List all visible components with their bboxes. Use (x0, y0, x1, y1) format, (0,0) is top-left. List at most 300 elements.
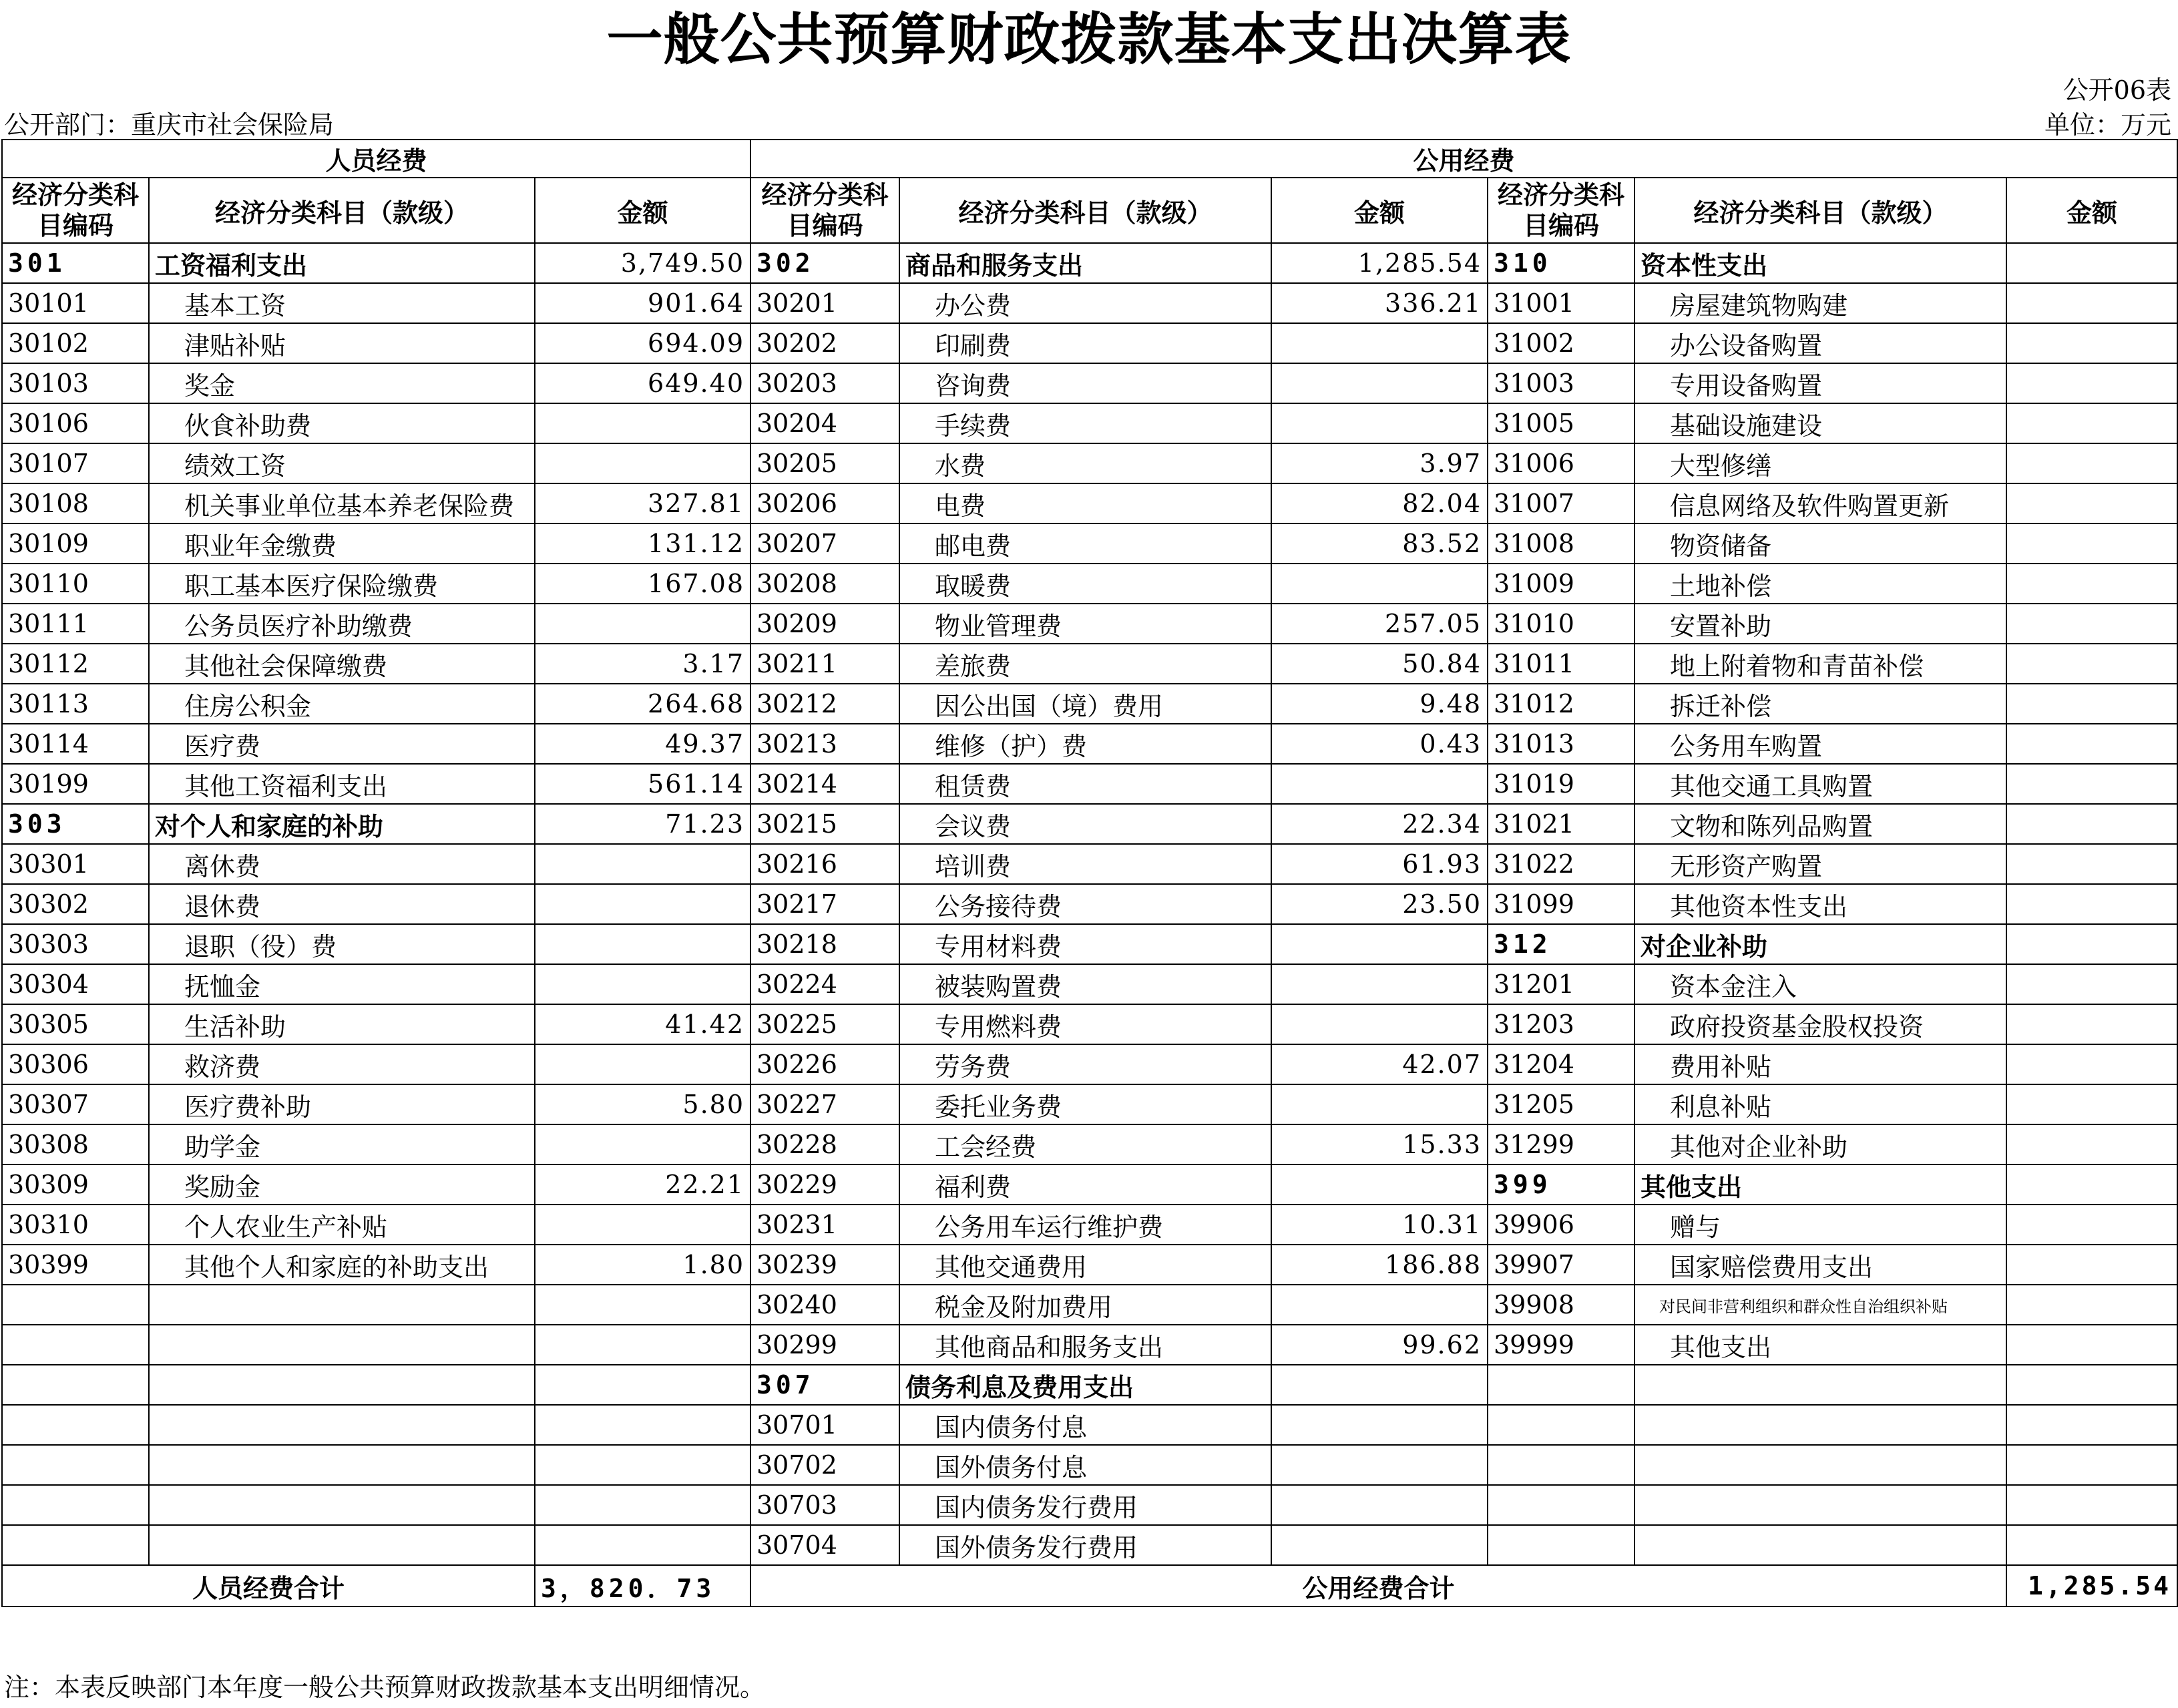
table-row (2, 1485, 2177, 1525)
amount-cell (2006, 724, 2177, 764)
name-cell: 医疗费 (149, 724, 535, 764)
column-header-amount: 金额 (2006, 178, 2177, 243)
code-cell: 30227 (750, 1084, 899, 1124)
code-cell: 31013 (1488, 724, 1635, 764)
amount-cell: 186.88 (1271, 1245, 1488, 1285)
table-row (2, 764, 2177, 804)
code-cell: 30209 (750, 604, 899, 644)
code-cell (1488, 1445, 1635, 1485)
name-cell: 手续费 (899, 403, 1271, 443)
name-cell: 专用燃料费 (899, 1004, 1271, 1044)
code-cell: 31204 (1488, 1044, 1635, 1084)
code-cell: 30101 (2, 283, 149, 323)
name-cell: 文物和陈列品购置 (1635, 804, 2006, 844)
code-cell: 30301 (2, 844, 149, 884)
code-cell: 30299 (750, 1325, 899, 1365)
amount-cell (1271, 403, 1488, 443)
name-cell (149, 1485, 535, 1525)
code-cell: 39999 (1488, 1325, 1635, 1365)
name-cell: 办公设备购置 (1635, 323, 2006, 363)
table-row (2, 1124, 2177, 1164)
name-cell: 公务员医疗补助缴费 (149, 604, 535, 644)
name-cell: 职工基本医疗保险缴费 (149, 564, 535, 604)
code-cell: 30303 (2, 924, 149, 964)
code-cell: 30213 (750, 724, 899, 764)
name-cell: 基础设施建设 (1635, 403, 2006, 443)
name-cell: 伙食补助费 (149, 403, 535, 443)
personnel-total-value: 3，820．73 (535, 1565, 750, 1607)
name-cell: 国外债务付息 (899, 1445, 1271, 1485)
amount-cell: 22.21 (535, 1164, 750, 1205)
code-cell: 30208 (750, 564, 899, 604)
name-cell (149, 1445, 535, 1485)
table-row (2, 564, 2177, 604)
amount-cell (2006, 1445, 2177, 1485)
name-cell: 离休费 (149, 844, 535, 884)
name-cell: 其他支出 (1635, 1325, 2006, 1365)
name-cell: 税金及附加费用 (899, 1285, 1271, 1325)
table-row (2, 243, 2177, 283)
code-cell: 301 (2, 243, 149, 283)
table-row (2, 1445, 2177, 1485)
amount-cell (2006, 523, 2177, 564)
code-cell: 30112 (2, 644, 149, 684)
name-cell: 其他社会保障缴费 (149, 644, 535, 684)
name-cell: 津贴补贴 (149, 323, 535, 363)
name-cell: 对民间非营利组织和群众性自治组织补贴 (1635, 1285, 2006, 1325)
footnote: 注：本表反映部门本年度一般公共预算财政拨款基本支出明细情况。 (4, 1673, 766, 1702)
code-cell: 310 (1488, 243, 1635, 283)
name-cell: 物业管理费 (899, 604, 1271, 644)
code-cell: 31022 (1488, 844, 1635, 884)
name-cell: 无形资产购置 (1635, 844, 2006, 884)
public-total-value: 1,285.54 (2006, 1565, 2177, 1607)
amount-cell (2006, 1325, 2177, 1365)
table-row (2, 443, 2177, 483)
name-cell: 国家赔偿费用支出 (1635, 1245, 2006, 1285)
table-row (2, 283, 2177, 323)
name-cell (1635, 1525, 2006, 1565)
amount-cell (2006, 363, 2177, 403)
code-cell: 31019 (1488, 764, 1635, 804)
amount-cell: 41.42 (535, 1004, 750, 1044)
table-row (2, 323, 2177, 363)
name-cell: 公务用车运行维护费 (899, 1205, 1271, 1245)
amount-cell: 15.33 (1271, 1124, 1488, 1164)
code-cell: 307 (750, 1365, 899, 1405)
code-cell: 30702 (750, 1445, 899, 1485)
amount-cell (535, 1124, 750, 1164)
name-cell: 国外债务发行费用 (899, 1525, 1271, 1565)
code-cell: 31007 (1488, 483, 1635, 523)
name-cell: 土地补偿 (1635, 564, 2006, 604)
name-cell: 住房公积金 (149, 684, 535, 724)
amount-cell (1271, 564, 1488, 604)
personnel-total-label: 人员经费合计 (2, 1565, 535, 1607)
personnel-group-header: 人员经费 (2, 140, 750, 178)
table-row (2, 1044, 2177, 1084)
code-cell: 30239 (750, 1245, 899, 1285)
code-cell: 30704 (750, 1525, 899, 1565)
name-cell: 取暖费 (899, 564, 1271, 604)
code-cell: 30310 (2, 1205, 149, 1245)
code-cell: 31002 (1488, 323, 1635, 363)
table-row (2, 1325, 2177, 1365)
amount-cell (2006, 1285, 2177, 1325)
amount-cell: 1,285.54 (1271, 243, 1488, 283)
name-cell (1635, 1405, 2006, 1445)
amount-cell (2006, 283, 2177, 323)
amount-cell: 71.23 (535, 804, 750, 844)
amount-cell (2006, 1405, 2177, 1445)
amount-cell (2006, 403, 2177, 443)
name-cell (1635, 1365, 2006, 1405)
amount-cell (1271, 1445, 1488, 1485)
amount-cell (535, 964, 750, 1004)
name-cell: 工会经费 (899, 1124, 1271, 1164)
column-header-code: 经济分类科目编码 (750, 178, 899, 243)
name-cell: 福利费 (899, 1164, 1271, 1205)
amount-cell (2006, 1084, 2177, 1124)
amount-cell (535, 604, 750, 644)
name-cell: 医疗费补助 (149, 1084, 535, 1124)
amount-cell (2006, 684, 2177, 724)
name-cell: 维修（护）费 (899, 724, 1271, 764)
name-cell: 个人农业生产补贴 (149, 1205, 535, 1245)
amount-cell (535, 1285, 750, 1325)
code-cell: 30309 (2, 1164, 149, 1205)
code-cell: 31011 (1488, 644, 1635, 684)
amount-cell: 327.81 (535, 483, 750, 523)
code-cell: 30307 (2, 1084, 149, 1124)
name-cell: 其他资本性支出 (1635, 884, 2006, 924)
name-cell: 邮电费 (899, 523, 1271, 564)
name-cell: 被装购置费 (899, 964, 1271, 1004)
name-cell: 信息网络及软件购置更新 (1635, 483, 2006, 523)
amount-cell: 22.34 (1271, 804, 1488, 844)
column-header-name: 经济分类科目（款级） (149, 178, 535, 243)
name-cell: 水费 (899, 443, 1271, 483)
code-cell: 30224 (750, 964, 899, 1004)
code-cell: 31203 (1488, 1004, 1635, 1044)
amount-cell (1271, 1084, 1488, 1124)
name-cell (1635, 1485, 2006, 1525)
amount-cell (1271, 924, 1488, 964)
amount-cell (2006, 604, 2177, 644)
column-header-amount: 金额 (535, 178, 750, 243)
code-cell: 30217 (750, 884, 899, 924)
code-cell (1488, 1365, 1635, 1405)
amount-cell: 49.37 (535, 724, 750, 764)
code-cell: 30302 (2, 884, 149, 924)
code-cell: 30205 (750, 443, 899, 483)
amount-cell (1271, 363, 1488, 403)
code-cell: 30399 (2, 1245, 149, 1285)
name-cell: 劳务费 (899, 1044, 1271, 1084)
amount-cell: 5.80 (535, 1084, 750, 1124)
table-row (2, 483, 2177, 523)
table-row (2, 804, 2177, 844)
amount-cell (1271, 323, 1488, 363)
amount-cell (1271, 1365, 1488, 1405)
code-cell (2, 1405, 149, 1445)
amount-cell (1271, 1525, 1488, 1565)
amount-cell (2006, 844, 2177, 884)
code-cell: 31006 (1488, 443, 1635, 483)
code-cell: 30306 (2, 1044, 149, 1084)
name-cell: 基本工资 (149, 283, 535, 323)
name-cell: 其他支出 (1635, 1164, 2006, 1205)
code-cell: 30110 (2, 564, 149, 604)
table-row (2, 363, 2177, 403)
amount-cell (2006, 443, 2177, 483)
name-cell: 奖金 (149, 363, 535, 403)
name-cell: 房屋建筑物购建 (1635, 283, 2006, 323)
code-cell: 30240 (750, 1285, 899, 1325)
name-cell: 国内债务发行费用 (899, 1485, 1271, 1525)
code-cell: 31201 (1488, 964, 1635, 1004)
name-cell: 其他对企业补助 (1635, 1124, 2006, 1164)
code-cell: 31008 (1488, 523, 1635, 564)
amount-cell (2006, 1044, 2177, 1084)
code-cell: 30202 (750, 323, 899, 363)
code-cell (2, 1325, 149, 1365)
name-cell: 其他交通工具购置 (1635, 764, 2006, 804)
amount-cell (535, 1405, 750, 1445)
amount-cell (1271, 1405, 1488, 1445)
public-total-label: 公用经费合计 (750, 1565, 2006, 1607)
column-header-code: 经济分类科目编码 (1488, 178, 1635, 243)
name-cell: 资本性支出 (1635, 243, 2006, 283)
amount-cell: 264.68 (535, 684, 750, 724)
amount-cell (535, 1485, 750, 1525)
table-row (2, 684, 2177, 724)
amount-cell: 50.84 (1271, 644, 1488, 684)
amount-cell (2006, 323, 2177, 363)
code-cell: 30108 (2, 483, 149, 523)
code-cell: 30228 (750, 1124, 899, 1164)
code-cell: 39906 (1488, 1205, 1635, 1245)
table-row (2, 523, 2177, 564)
code-cell: 30114 (2, 724, 149, 764)
table-row (2, 1164, 2177, 1205)
name-cell: 地上附着物和青苗补偿 (1635, 644, 2006, 684)
code-cell: 399 (1488, 1164, 1635, 1205)
amount-cell: 561.14 (535, 764, 750, 804)
amount-cell (2006, 1004, 2177, 1044)
code-cell (2, 1365, 149, 1405)
amount-cell: 10.31 (1271, 1205, 1488, 1245)
amount-cell: 0.43 (1271, 724, 1488, 764)
code-cell: 30216 (750, 844, 899, 884)
amount-cell: 82.04 (1271, 483, 1488, 523)
amount-cell: 694.09 (535, 323, 750, 363)
code-cell: 31099 (1488, 884, 1635, 924)
name-cell: 政府投资基金股权投资 (1635, 1004, 2006, 1044)
name-cell (149, 1285, 535, 1325)
code-cell: 30206 (750, 483, 899, 523)
code-cell: 30214 (750, 764, 899, 804)
amount-cell (2006, 884, 2177, 924)
code-cell (1488, 1485, 1635, 1525)
name-cell: 退职（役）费 (149, 924, 535, 964)
table-row (2, 844, 2177, 884)
amount-cell (535, 1525, 750, 1565)
code-cell: 30207 (750, 523, 899, 564)
amount-cell: 257.05 (1271, 604, 1488, 644)
amount-cell: 3.17 (535, 644, 750, 684)
amount-cell (535, 1445, 750, 1485)
amount-cell: 9.48 (1271, 684, 1488, 724)
code-cell: 30203 (750, 363, 899, 403)
amount-cell: 1.80 (535, 1245, 750, 1285)
name-cell: 对企业补助 (1635, 924, 2006, 964)
name-cell: 专用设备购置 (1635, 363, 2006, 403)
name-cell: 委托业务费 (899, 1084, 1271, 1124)
code-cell: 30229 (750, 1164, 899, 1205)
amount-cell (535, 924, 750, 964)
code-cell: 30211 (750, 644, 899, 684)
code-cell: 31001 (1488, 283, 1635, 323)
code-cell: 31003 (1488, 363, 1635, 403)
name-cell (149, 1325, 535, 1365)
column-header-code: 经济分类科目编码 (2, 178, 149, 243)
code-cell: 31021 (1488, 804, 1635, 844)
table-row (2, 1205, 2177, 1245)
name-cell: 其他工资福利支出 (149, 764, 535, 804)
amount-cell (2006, 644, 2177, 684)
name-cell: 培训费 (899, 844, 1271, 884)
amount-cell (2006, 1245, 2177, 1285)
code-cell: 30231 (750, 1205, 899, 1245)
name-cell: 办公费 (899, 283, 1271, 323)
amount-cell (2006, 1485, 2177, 1525)
amount-cell: 61.93 (1271, 844, 1488, 884)
amount-cell: 336.21 (1271, 283, 1488, 323)
code-cell: 30701 (750, 1405, 899, 1445)
name-cell: 咨询费 (899, 363, 1271, 403)
amount-cell (1271, 964, 1488, 1004)
name-cell: 职业年金缴费 (149, 523, 535, 564)
code-cell: 312 (1488, 924, 1635, 964)
name-cell (1635, 1445, 2006, 1485)
code-cell: 30225 (750, 1004, 899, 1044)
table-row (2, 604, 2177, 644)
amount-cell (535, 1325, 750, 1365)
name-cell: 利息补贴 (1635, 1084, 2006, 1124)
amount-cell: 3.97 (1271, 443, 1488, 483)
amount-cell: 649.40 (535, 363, 750, 403)
code-cell: 30103 (2, 363, 149, 403)
name-cell: 机关事业单位基本养老保险费 (149, 483, 535, 523)
amount-cell: 167.08 (535, 564, 750, 604)
table-row (2, 1405, 2177, 1445)
table-row (2, 1245, 2177, 1285)
amount-cell (1271, 1004, 1488, 1044)
amount-cell (1271, 1485, 1488, 1525)
name-cell: 因公出国（境）费用 (899, 684, 1271, 724)
code-cell: 30199 (2, 764, 149, 804)
name-cell: 专用材料费 (899, 924, 1271, 964)
code-cell (1488, 1405, 1635, 1445)
amount-cell (535, 1044, 750, 1084)
unit-label: 单位：万元 (2044, 110, 2171, 140)
amount-cell (535, 1205, 750, 1245)
code-cell: 303 (2, 804, 149, 844)
name-cell: 大型修缮 (1635, 443, 2006, 483)
table-row (2, 884, 2177, 924)
amount-cell (2006, 764, 2177, 804)
column-header-amount: 金额 (1271, 178, 1488, 243)
name-cell: 助学金 (149, 1124, 535, 1164)
amount-cell: 23.50 (1271, 884, 1488, 924)
amount-cell (2006, 1365, 2177, 1405)
code-cell (2, 1485, 149, 1525)
code-cell (1488, 1525, 1635, 1565)
code-cell: 30204 (750, 403, 899, 443)
table-row (2, 964, 2177, 1004)
code-cell (2, 1285, 149, 1325)
amount-cell (1271, 764, 1488, 804)
amount-cell: 83.52 (1271, 523, 1488, 564)
amount-cell (2006, 483, 2177, 523)
table-row (2, 644, 2177, 684)
name-cell: 退休费 (149, 884, 535, 924)
name-cell: 费用补贴 (1635, 1044, 2006, 1084)
name-cell: 电费 (899, 483, 1271, 523)
code-cell (2, 1445, 149, 1485)
code-cell: 30106 (2, 403, 149, 443)
code-cell: 31012 (1488, 684, 1635, 724)
amount-cell (2006, 1205, 2177, 1245)
code-cell: 30201 (750, 283, 899, 323)
name-cell: 绩效工资 (149, 443, 535, 483)
form-number: 公开06表 (2062, 75, 2171, 105)
name-cell: 工资福利支出 (149, 243, 535, 283)
name-cell: 国内债务付息 (899, 1405, 1271, 1445)
expenditure-table (1, 139, 2178, 1607)
public-group-header: 公用经费 (750, 140, 2177, 178)
code-cell: 30304 (2, 964, 149, 1004)
code-cell: 39908 (1488, 1285, 1635, 1325)
amount-cell: 901.64 (535, 283, 750, 323)
name-cell (149, 1365, 535, 1405)
code-cell: 30703 (750, 1485, 899, 1525)
amount-cell (2006, 804, 2177, 844)
code-cell: 30215 (750, 804, 899, 844)
amount-cell: 3,749.50 (535, 243, 750, 283)
code-cell (2, 1525, 149, 1565)
table-row (2, 1365, 2177, 1405)
name-cell: 生活补助 (149, 1004, 535, 1044)
name-cell: 会议费 (899, 804, 1271, 844)
name-cell: 其他个人和家庭的补助支出 (149, 1245, 535, 1285)
name-cell (149, 1525, 535, 1565)
name-cell: 奖励金 (149, 1164, 535, 1205)
name-cell: 其他交通费用 (899, 1245, 1271, 1285)
code-cell: 30107 (2, 443, 149, 483)
name-cell: 对个人和家庭的补助 (149, 804, 535, 844)
amount-cell: 131.12 (535, 523, 750, 564)
amount-cell: 42.07 (1271, 1044, 1488, 1084)
amount-cell (2006, 564, 2177, 604)
name-cell: 安置补助 (1635, 604, 2006, 644)
name-cell: 其他商品和服务支出 (899, 1325, 1271, 1365)
table-row (2, 1004, 2177, 1044)
amount-cell (2006, 1164, 2177, 1205)
amount-cell (2006, 924, 2177, 964)
amount-cell (2006, 1525, 2177, 1565)
